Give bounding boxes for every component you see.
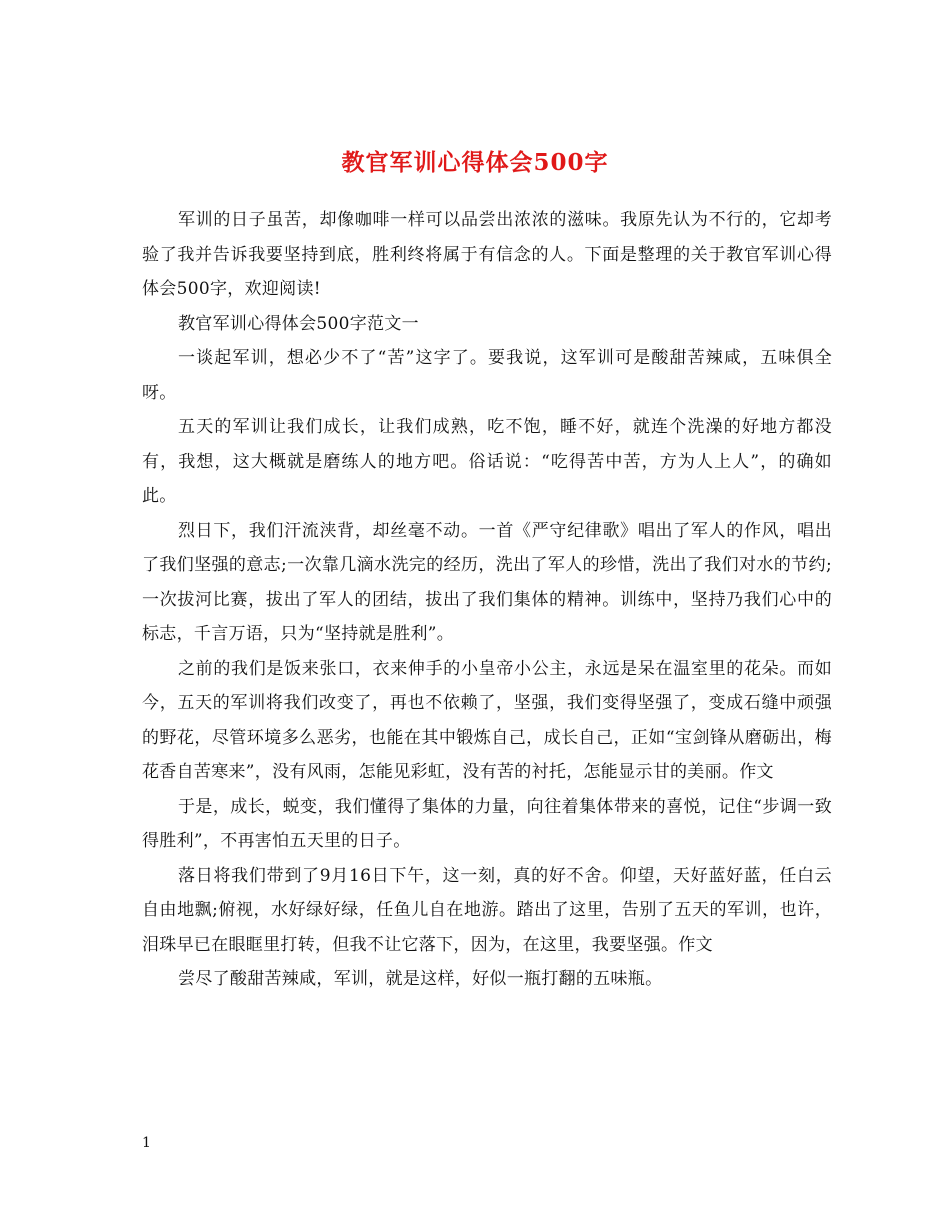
paragraph-section-heading: 教官军训心得体会500字范文一 bbox=[178, 313, 419, 334]
paragraph-intro: 军训的日子虽苦，却像咖啡一样可以品尝出浓浓的滋味。我原先认为不行的，它却考验了我并告诉我要坚持到底，胜利终将属于有信念的人。下面是整理的关于教官军训心得体会500字，欢迎阅读! bbox=[142, 210, 832, 299]
paragraph-1: 一谈起军训，想必少不了“苦”这字了。要我说，这军训可是酸甜苦辣咸，五味俱全呀。 bbox=[142, 348, 832, 403]
paragraph-6: 落日将我们带到了9月16日下午，这一刻，真的好不舍。仰望，天好蓝好蓝，任白云自由地飘;俯视，水好绿好绿，任鱼儿自在地游。踏出了这里，告别了五天的军训，也许，泪珠早已在眼眶里打转，但我不让它落下，因为，在这里，我要坚强。作文 bbox=[142, 865, 832, 955]
document-body bbox=[142, 203, 832, 997]
page-number: 1 bbox=[142, 1135, 151, 1151]
paragraph-2: 五天的军训让我们成长，让我们成熟，吃不饱，睡不好，就连个洗澡的好地方都没有，我想，这大概就是磨练人的地方吧。俗话说：“吃得苦中苦，方为人上人”，的确如此。 bbox=[142, 417, 832, 506]
document-title: 教官军训心得体会500字 bbox=[341, 149, 609, 177]
paragraph-4: 之前的我们是饭来张口，衣来伸手的小皇帝小公主，永远是呆在温室里的花朵。而如今，五天的军训将我们改变了，再也不依赖了，坚强，我们变得坚强了，变成石缝中顽强的野花，尽管环境多么恶劣，也能在其中锻炼自己，成长自己，正如“宝剑锋从磨砺出，梅花香自苦寒来”，没有风雨，怎能见彩虹，没有苦的衬托，怎能显示甘的美丽。作文 bbox=[142, 658, 832, 782]
paragraph-5: 于是，成长，蜕变，我们懂得了集体的力量，向往着集体带来的喜悦，记住“步调一致得胜利”，不再害怕五天里的日子。 bbox=[142, 796, 832, 851]
paragraph-7: 尝尽了酸甜苦辣咸，军训，就是这样，好似一瓶打翻的五味瓶。 bbox=[178, 969, 663, 989]
paragraph-3: 烈日下，我们汗流浃背，却丝毫不动。一首《严守纪律歌》唱出了军人的作风，唱出了我们坚强的意志;一次靠几滴水洗完的经历，洗出了军人的珍惜，洗出了我们对水的节约;一次拔河比赛，拔出了军人的团结，拔出了我们集体的精神。训练中，坚持乃我们心中的标志，千言万语，只为“坚持就是胜利”。 bbox=[142, 520, 832, 644]
